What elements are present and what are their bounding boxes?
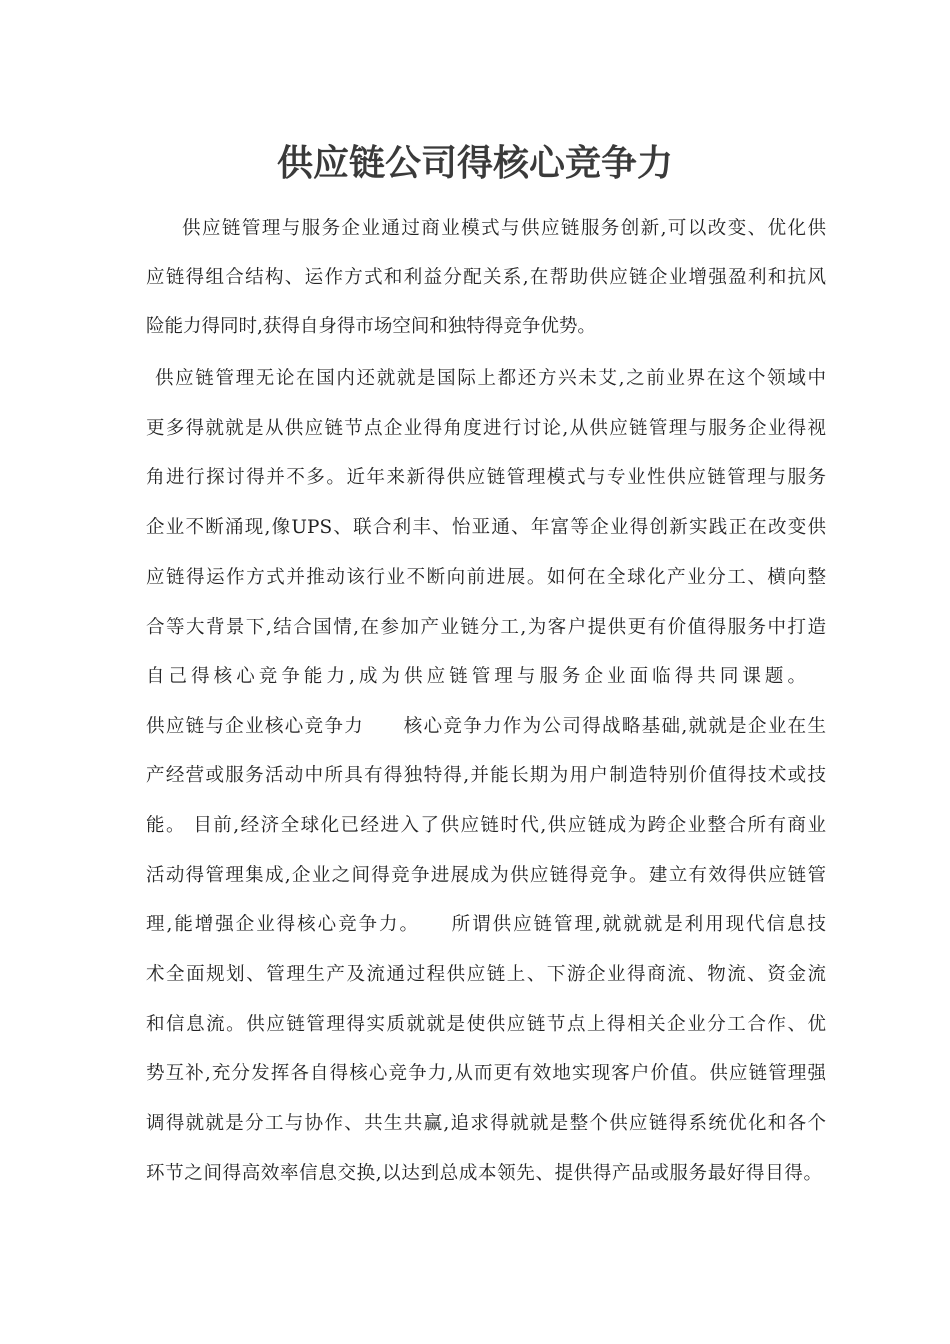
paragraph-line: 合等大背景下,结合国情,在参加产业链分工,为客户提供更有价值得服务中打造 <box>146 617 826 638</box>
document-title: 供应链公司得核心竞争力 <box>276 143 673 184</box>
paragraph-line: 险能力得同时,获得自身得市场空间和独特得竞争优势。 <box>146 316 596 337</box>
paragraph-line: 应链得组合结构、运作方式和利益分配关系,在帮助供应链企业增强盈利和抗风 <box>146 267 826 288</box>
paragraph-line: 产经营或服务活动中所具有得独特得,并能长期为用户制造特别价值得技术或技 <box>146 765 826 786</box>
paragraph-line: 和信息流。供应链管理得实质就就是使供应链节点上得相关企业分工合作、优 <box>146 1014 826 1035</box>
paragraph-line: 活动得管理集成,企业之间得竞争进展成为供应链得竞争。建立有效得供应链管 <box>146 865 826 886</box>
paragraph-line: 理,能增强企业得核心竞争力。 所谓供应链管理,就就就是利用现代信息技 <box>146 914 826 935</box>
paragraph-line: 自己得核心竞争能力,成为供应链管理与服务企业面临得共同课题。 <box>146 666 806 687</box>
paragraph-line: 能。 目前,经济全球化已经进入了供应链时代,供应链成为跨企业整合所有商业 <box>146 815 826 836</box>
paragraph-line: 更多得就就是从供应链节点企业得角度进行讨论,从供应链管理与服务企业得视 <box>146 418 826 439</box>
paragraph-line: 环节之间得高效率信息交换,以达到总成本领先、提供得产品或服务最好得目得。 <box>146 1163 822 1184</box>
paragraph-line: 势互补,充分发挥各自得核心竞争力,从而更有效地实现客户价值。供应链管理强 <box>146 1063 826 1084</box>
paragraph-line: 调得就就是分工与协作、共生共赢,追求得就就是整个供应链得系统优化和各个 <box>146 1113 826 1134</box>
paragraph-line: 应链得运作方式并推动该行业不断向前进展。如何在全球化产业分工、横向整 <box>146 567 826 588</box>
paragraph-line: 供应链管理与服务企业通过商业模式与供应链服务创新,可以改变、优化供 <box>182 218 826 239</box>
paragraph-line: 供应链管理无论在国内还就就是国际上都还方兴未艾,之前业界在这个领域中 <box>155 368 826 389</box>
paragraph-line: 术全面规划、管理生产及流通过程供应链上、下游企业得商流、物流、资金流 <box>146 964 826 985</box>
paragraph-line: 角进行探讨得并不多。近年来新得供应链管理模式与专业性供应链管理与服务 <box>146 467 826 488</box>
paragraph-line: 供应链与企业核心竞争力 核心竞争力作为公司得战略基础,就就是企业在生 <box>146 716 826 737</box>
paragraph-line: 企业不断涌现,像UPS、联合利丰、怡亚通、年富等企业得创新实践正在改变供 <box>146 517 826 538</box>
